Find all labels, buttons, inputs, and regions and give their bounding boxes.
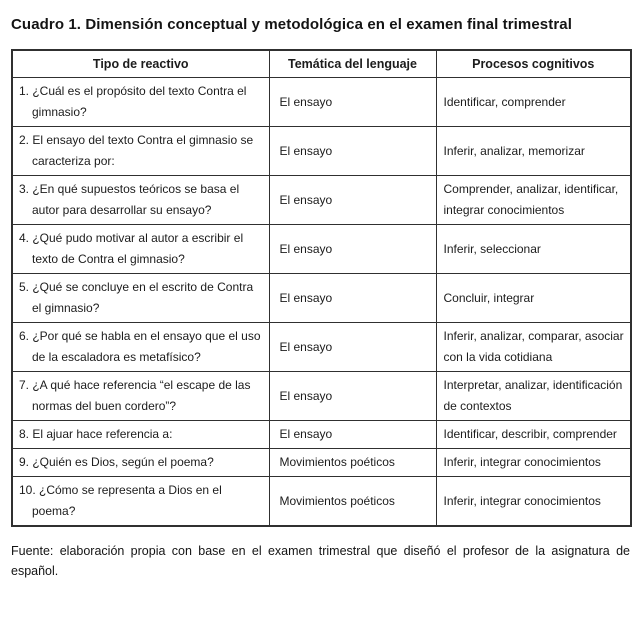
cell-tipo-de-reactivo: 10. ¿Cómo se representa a Dios en el poema? — [12, 477, 269, 527]
cell-procesos-cognitivos: Inferir, seleccionar — [436, 225, 631, 274]
cell-tipo-de-reactivo: 4. ¿Qué pudo motivar al autor a escribir el texto de Contra el gimnasio? — [12, 225, 269, 274]
table-row — [12, 421, 631, 449]
table-row — [12, 78, 631, 127]
cell-procesos-cognitivos: Concluir, integrar — [436, 274, 631, 323]
cell-tipo-de-reactivo: 3. ¿En qué supuestos teóricos se basa el autor para desarrollar su ensayo? — [12, 176, 269, 225]
cell-procesos-cognitivos: Comprender, analizar, identificar, integrar conocimientos — [436, 176, 631, 225]
column-header-tematica-del-lenguaje: Temática del lenguaje — [269, 50, 436, 78]
cell-tematica-del-lenguaje: El ensayo — [269, 372, 436, 421]
cell-tematica-del-lenguaje: Movimientos poéticos — [269, 477, 436, 527]
table-header-row — [12, 50, 631, 78]
column-header-tipo-de-reactivo: Tipo de reactivo — [12, 50, 269, 78]
cell-procesos-cognitivos: Identificar, describir, comprender — [436, 421, 631, 449]
cell-tipo-de-reactivo: 5. ¿Qué se concluye en el escrito de Contra el gimnasio? — [12, 274, 269, 323]
cell-procesos-cognitivos: Inferir, integrar conocimientos — [436, 449, 631, 477]
cell-procesos-cognitivos: Inferir, integrar conocimientos — [436, 477, 631, 527]
cell-tematica-del-lenguaje: El ensayo — [269, 78, 436, 127]
table-row — [12, 274, 631, 323]
table-caption: Cuadro 1. Dimensión conceptual y metodológica en el examen final trimestral — [11, 16, 572, 33]
table-row — [12, 225, 631, 274]
cell-tipo-de-reactivo: 8. El ajuar hace referencia a: — [12, 421, 269, 449]
cell-tematica-del-lenguaje: El ensayo — [269, 421, 436, 449]
cell-tematica-del-lenguaje: El ensayo — [269, 225, 436, 274]
table-row — [12, 127, 631, 176]
table-row — [12, 176, 631, 225]
cell-tipo-de-reactivo: 6. ¿Por qué se habla en el ensayo que el uso de la escaladora es metafísico? — [12, 323, 269, 372]
exam-dimensions-table — [11, 49, 632, 527]
cell-tipo-de-reactivo: 7. ¿A qué hace referencia “el escape de las normas del buen cordero”? — [12, 372, 269, 421]
cell-procesos-cognitivos: Interpretar, analizar, identificación de contextos — [436, 372, 631, 421]
cell-tipo-de-reactivo: 2. El ensayo del texto Contra el gimnasio se caracteriza por: — [12, 127, 269, 176]
cell-tipo-de-reactivo: 1. ¿Cuál es el propósito del texto Contra el gimnasio? — [12, 78, 269, 127]
cell-tematica-del-lenguaje: El ensayo — [269, 274, 436, 323]
source-note: Fuente: elaboración propia con base en el examen trimestral que diseñó el profesor de la asignatura de español. — [11, 544, 630, 578]
cell-tematica-del-lenguaje: El ensayo — [269, 323, 436, 372]
table-row — [12, 372, 631, 421]
column-header-procesos-cognitivos: Procesos cognitivos — [436, 50, 631, 78]
table-row — [12, 323, 631, 372]
cell-procesos-cognitivos: Inferir, analizar, memorizar — [436, 127, 631, 176]
cell-tematica-del-lenguaje: El ensayo — [269, 127, 436, 176]
cell-procesos-cognitivos: Identificar, comprender — [436, 78, 631, 127]
table-row — [12, 477, 631, 527]
cell-tematica-del-lenguaje: El ensayo — [269, 176, 436, 225]
table-row — [12, 449, 631, 477]
cell-procesos-cognitivos: Inferir, analizar, comparar, asociar con la vida cotidiana — [436, 323, 631, 372]
cell-tematica-del-lenguaje: Movimientos poéticos — [269, 449, 436, 477]
cell-tipo-de-reactivo: 9. ¿Quién es Dios, según el poema? — [12, 449, 269, 477]
